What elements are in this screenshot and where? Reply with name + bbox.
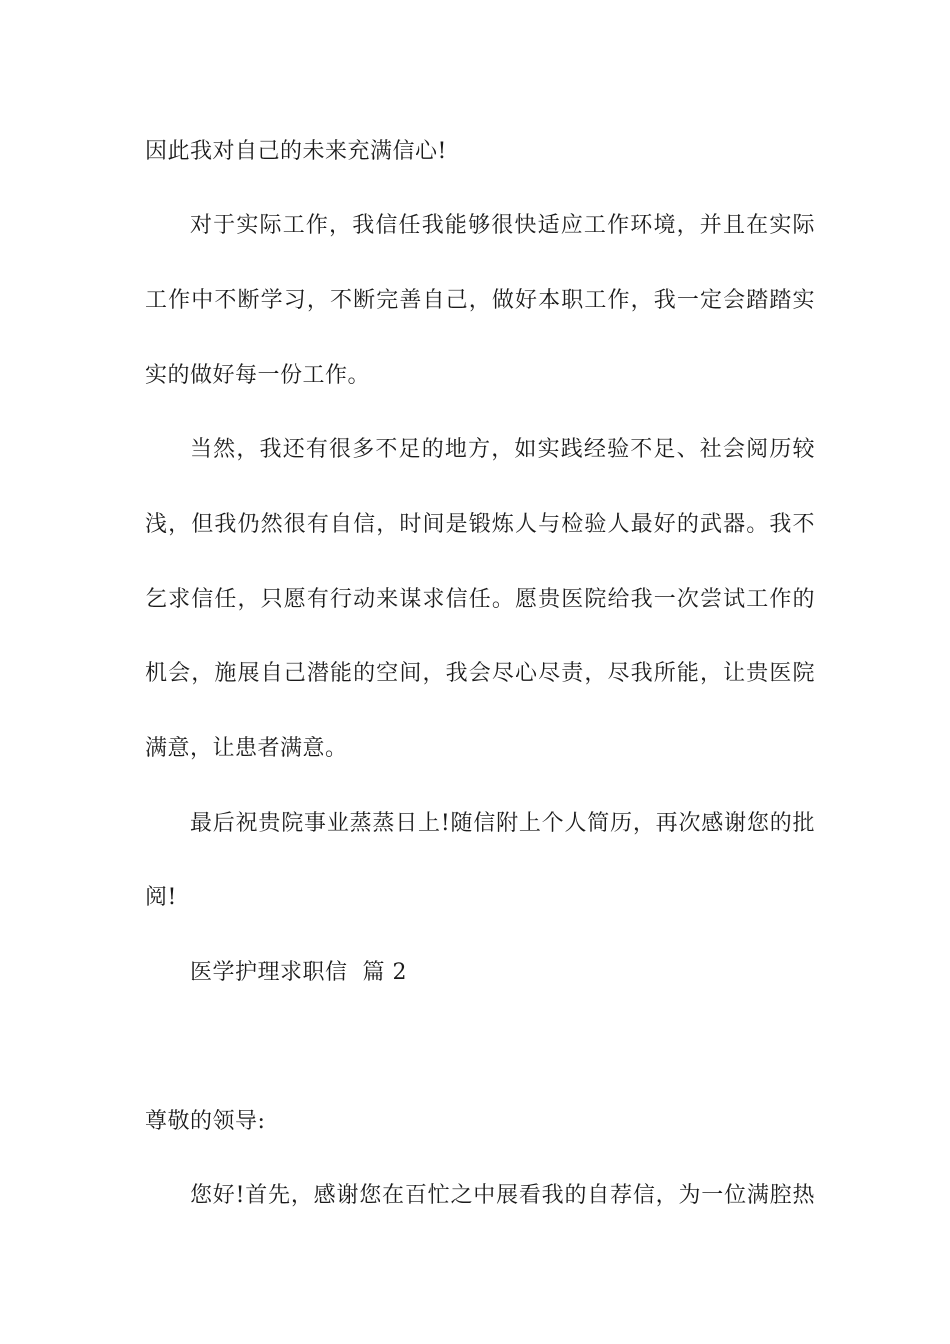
section-heading: 医学护理求职信 篇 2 [190, 960, 407, 985]
paragraph-line: 浅，但我仍然很有自信，时间是锻炼人与检验人最好的武器。我不 [145, 512, 815, 537]
paragraph-line: 阅! [145, 885, 177, 910]
paragraph-line: 对于实际工作，我信任我能够很快适应工作环境，并且在实际 [190, 213, 815, 238]
paragraph-line: 乞求信任，只愿有行动来谋求信任。愿贵医院给我一次尝试工作的 [145, 587, 815, 612]
paragraph-line: 您好!首先，感谢您在百忙之中展看我的自荐信，为一位满腔热 [190, 1183, 815, 1208]
paragraph-line: 因此我对自己的未来充满信心! [145, 139, 447, 164]
paragraph-line: 机会，施展自己潜能的空间，我会尽心尽责，尽我所能，让贵医院 [145, 661, 815, 686]
paragraph-line: 当然，我还有很多不足的地方，如实践经验不足、社会阅历较 [190, 437, 815, 462]
paragraph-line: 满意，让患者满意。 [145, 736, 348, 761]
salutation: 尊敬的领导: [145, 1109, 266, 1134]
paragraph-line: 实的做好每一份工作。 [145, 363, 371, 388]
paragraph-line: 工作中不断学习，不断完善自己，做好本职工作，我一定会踏踏实 [145, 288, 815, 313]
paragraph-line: 最后祝贵院事业蒸蒸日上!随信附上个人简历，再次感谢您的批 [190, 811, 815, 836]
